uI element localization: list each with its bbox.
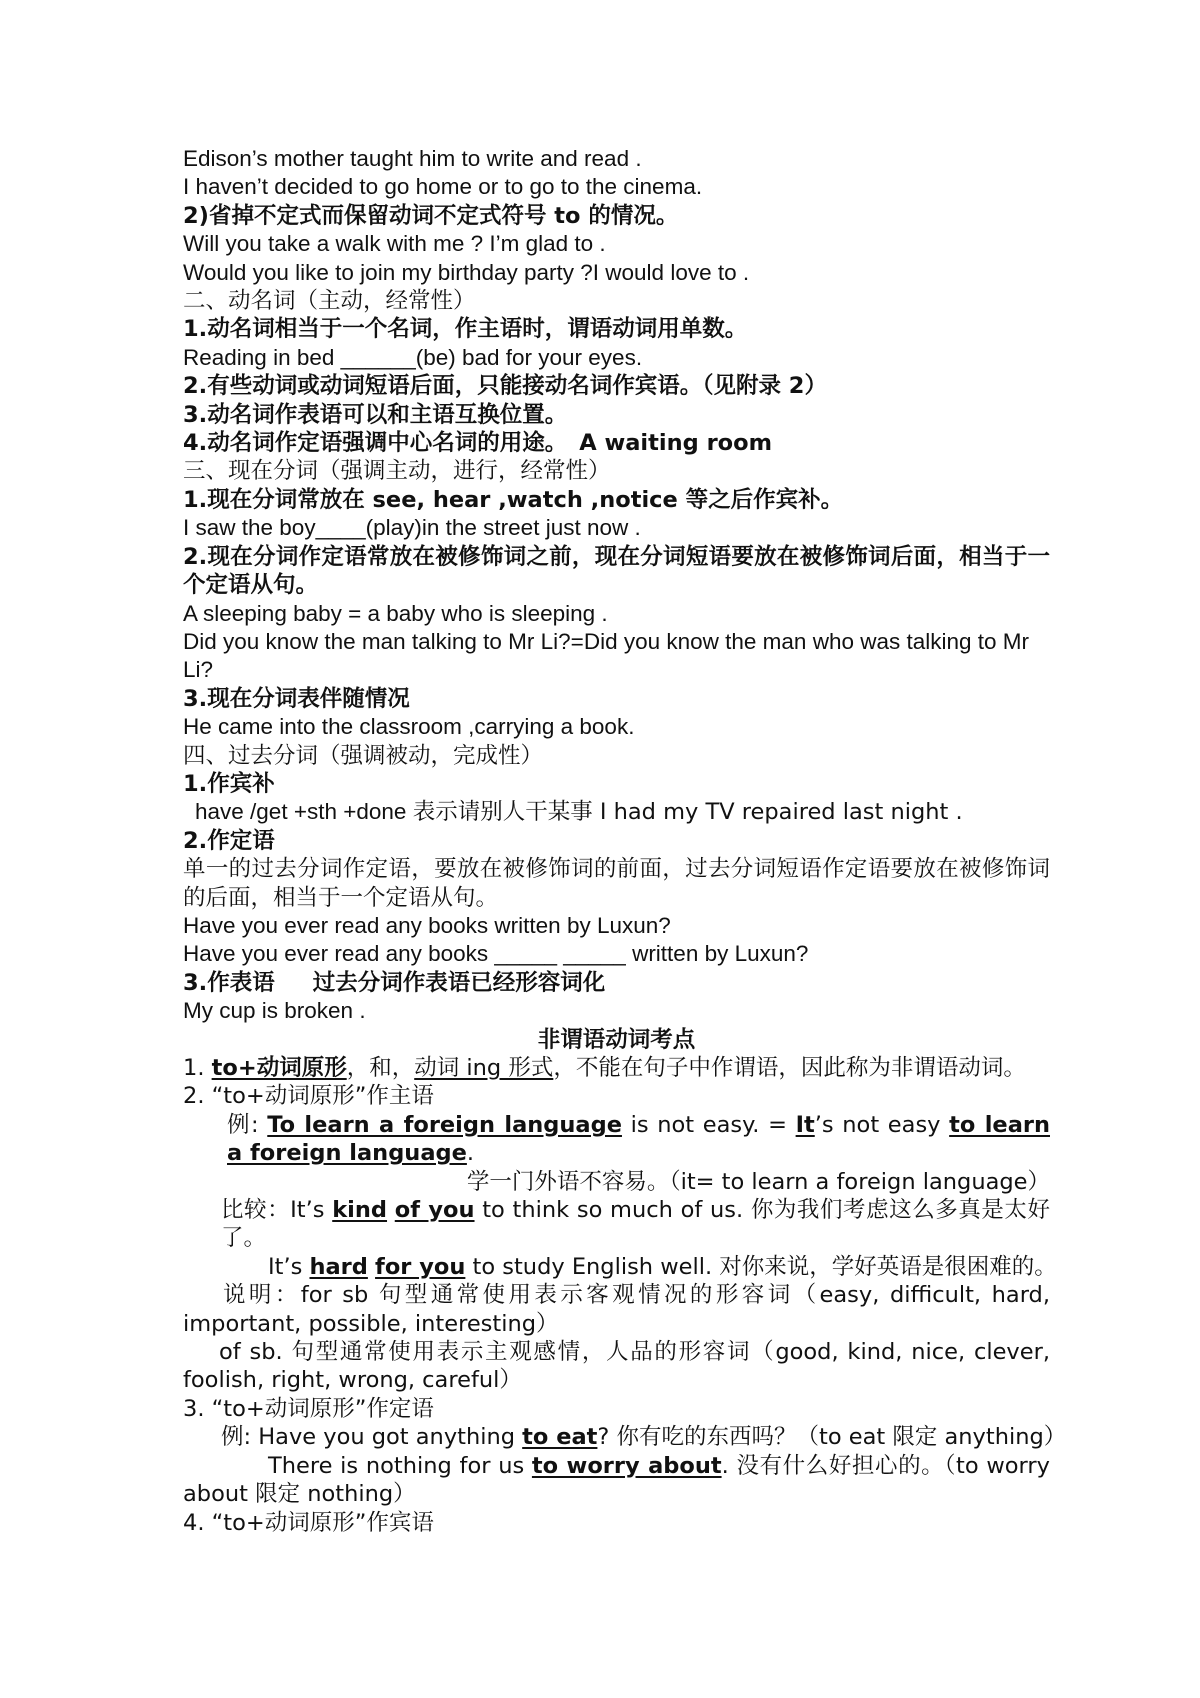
rule-heading: 2.有些动词或动词短语后面，只能接动名词作宾语。（见附录 2） <box>183 373 827 400</box>
example-line <box>183 1423 1067 1451</box>
rule-heading <box>183 429 1050 457</box>
translation-line: 学一门外语不容易。（it= to learn a foreign language） <box>466 1168 1050 1195</box>
example-label: 例: <box>227 1111 268 1138</box>
point-number: 1. <box>183 1055 205 1081</box>
underlined-term: 动词 ing 形式 <box>414 1055 554 1081</box>
underlined-term: to+动词原形 <box>211 1055 347 1081</box>
text-line: Will you take a walk with me ? I’m glad to . <box>183 231 606 257</box>
rule-heading: 1.动名词相当于一个名词，作主语时，谓语动词用单数。 <box>183 316 748 343</box>
comparison-line <box>183 1253 1057 1281</box>
comparison-text: 比较：It’s <box>221 1197 333 1224</box>
rule-heading: 3.现在分词表伴随情况 <box>183 685 410 712</box>
example-phrase: A waiting room <box>579 430 773 457</box>
rule-heading: 1.现在分词常放在 see, hear ,watch ,notice 等之后作宾补。 <box>183 486 844 513</box>
rule-heading <box>183 969 1050 997</box>
comparison-text: to study English well. 对你来说，学好英语是很困难的。 <box>465 1253 1057 1280</box>
numbered-point-3 <box>183 1395 1050 1423</box>
text-line: I haven’t decided to go home or to go to the cinema. <box>183 174 703 200</box>
text-line: My cup is broken . <box>183 998 366 1024</box>
exercise-line: Have you ever read any books _____ _____ written by Luxun? <box>183 941 809 967</box>
rule-heading: 2.现在分词作定语常放在被修饰词之前，现在分词短语要放在被修饰词后面，相当于一个定语从句。 <box>183 543 1050 599</box>
rule-text: 过去分词作表语已经形容词化 <box>312 969 606 996</box>
text-line: Have you ever read any books written by Luxun? <box>183 912 671 938</box>
rule-heading: 3.动名词作表语可以和主语互换位置。 <box>183 401 568 428</box>
section-heading-past-participle: 四、过去分词（强调被动，完成性） <box>183 742 544 769</box>
example-text: . 没有什么好担心的。（to worry about 限定 nothing） <box>183 1452 1050 1508</box>
example-text: ’s not easy <box>814 1111 950 1138</box>
point-number: 2. <box>183 1083 205 1110</box>
rule-heading: 2)省掉不定式而保留动词不定式符号 to 的情况。 <box>183 202 679 229</box>
underlined-word: kind <box>332 1197 388 1224</box>
pattern-explanation: 表示请别人干某事 I had my TV repaired last night . <box>412 799 963 826</box>
numbered-point-2 <box>183 1082 1050 1110</box>
example-text: 例: Have you got anything <box>221 1424 523 1451</box>
spacer-text <box>368 1254 375 1280</box>
text-line: Edison’s mother taught him to write and read . <box>183 146 642 171</box>
note-line: of sb. 句型通常使用表示主观感情，人品的形容词（good, kind, nice, clever, foolish, right, wrong, careful） <box>183 1339 1050 1394</box>
underlined-word: for you <box>375 1253 466 1280</box>
underlined-phrase: to learn a foreign language <box>227 1111 1050 1167</box>
spacer-text <box>387 1197 395 1223</box>
point-text: ，和， <box>346 1055 415 1081</box>
rule-label: 3.作表语 <box>183 969 275 996</box>
point-text: ，不能在句子中作谓语，因此称为非谓语动词。 <box>553 1055 1026 1081</box>
example-line <box>183 1452 1050 1509</box>
rule-text: 4.动名词作定语强调中心名词的用途。 <box>183 430 568 457</box>
section-heading-gerund: 二、动名词（主动，经常性） <box>183 288 476 315</box>
comparison-line <box>183 1196 1050 1253</box>
text-line: He came into the classroom ,carrying a book. <box>183 714 635 740</box>
numbered-point-4 <box>183 1509 1050 1537</box>
example-text: is not easy. = <box>621 1111 796 1138</box>
underlined-phrase: to eat <box>522 1424 598 1451</box>
point-number: 4. <box>183 1509 205 1536</box>
text-line: Would you like to join my birthday party ?I would love to . <box>183 259 750 285</box>
rule-heading: 2.作定语 <box>183 827 275 854</box>
text-line: Did you know the man talking to Mr Li?=Did you know the man who was talking to Mr Li? <box>183 628 1030 683</box>
comparison-text: It’s <box>268 1253 310 1280</box>
point-number: 3. <box>183 1395 205 1422</box>
underlined-word: hard <box>309 1253 368 1280</box>
rule-text: 单一的过去分词作定语，要放在被修饰词的前面，过去分词短语作定语要放在被修饰词的后面，相当于一个定语从句。 <box>183 856 1050 911</box>
point-text: “to+动词原形”作宾语 <box>211 1509 434 1536</box>
example-text: There is nothing for us <box>268 1452 532 1479</box>
section-title: 非谓语动词考点 <box>537 1026 696 1053</box>
pattern-text: have /get +sth +done <box>195 799 407 825</box>
underlined-phrase: To learn a foreign language <box>267 1111 622 1138</box>
underlined-phrase: to worry about <box>531 1452 722 1479</box>
underlined-phrase: It <box>795 1111 815 1138</box>
document-page <box>183 145 1067 1537</box>
exercise-line: Reading in bed ______(be) bad for your eyes. <box>183 344 643 370</box>
example-text: . <box>466 1140 475 1167</box>
example-line <box>183 1111 1050 1168</box>
comparison-text: to think so much of us. 你为我们考虑这么多真是太好了。 <box>221 1197 1050 1252</box>
underlined-word: of you <box>394 1197 475 1224</box>
text-line: A sleeping baby = a baby who is sleeping . <box>183 600 608 626</box>
example-text: ? 你有吃的东西吗？（to eat 限定 anything） <box>597 1424 1067 1451</box>
exercise-line: I saw the boy____(play)in the street just now . <box>183 515 641 541</box>
note-line: 说明：for sb 句型通常使用表示客观情况的形容词（easy, difficult, hard, important, possible, interesting） <box>183 1282 1050 1337</box>
numbered-point-1 <box>183 1054 1050 1082</box>
rule-heading: 1.作宾补 <box>183 770 275 797</box>
section-heading-present-participle: 三、现在分词（强调主动，进行，经常性） <box>183 458 611 485</box>
point-text: “to+动词原形”作定语 <box>211 1395 434 1422</box>
point-text: “to+动词原形”作主语 <box>211 1083 434 1110</box>
text-line <box>183 798 1050 826</box>
